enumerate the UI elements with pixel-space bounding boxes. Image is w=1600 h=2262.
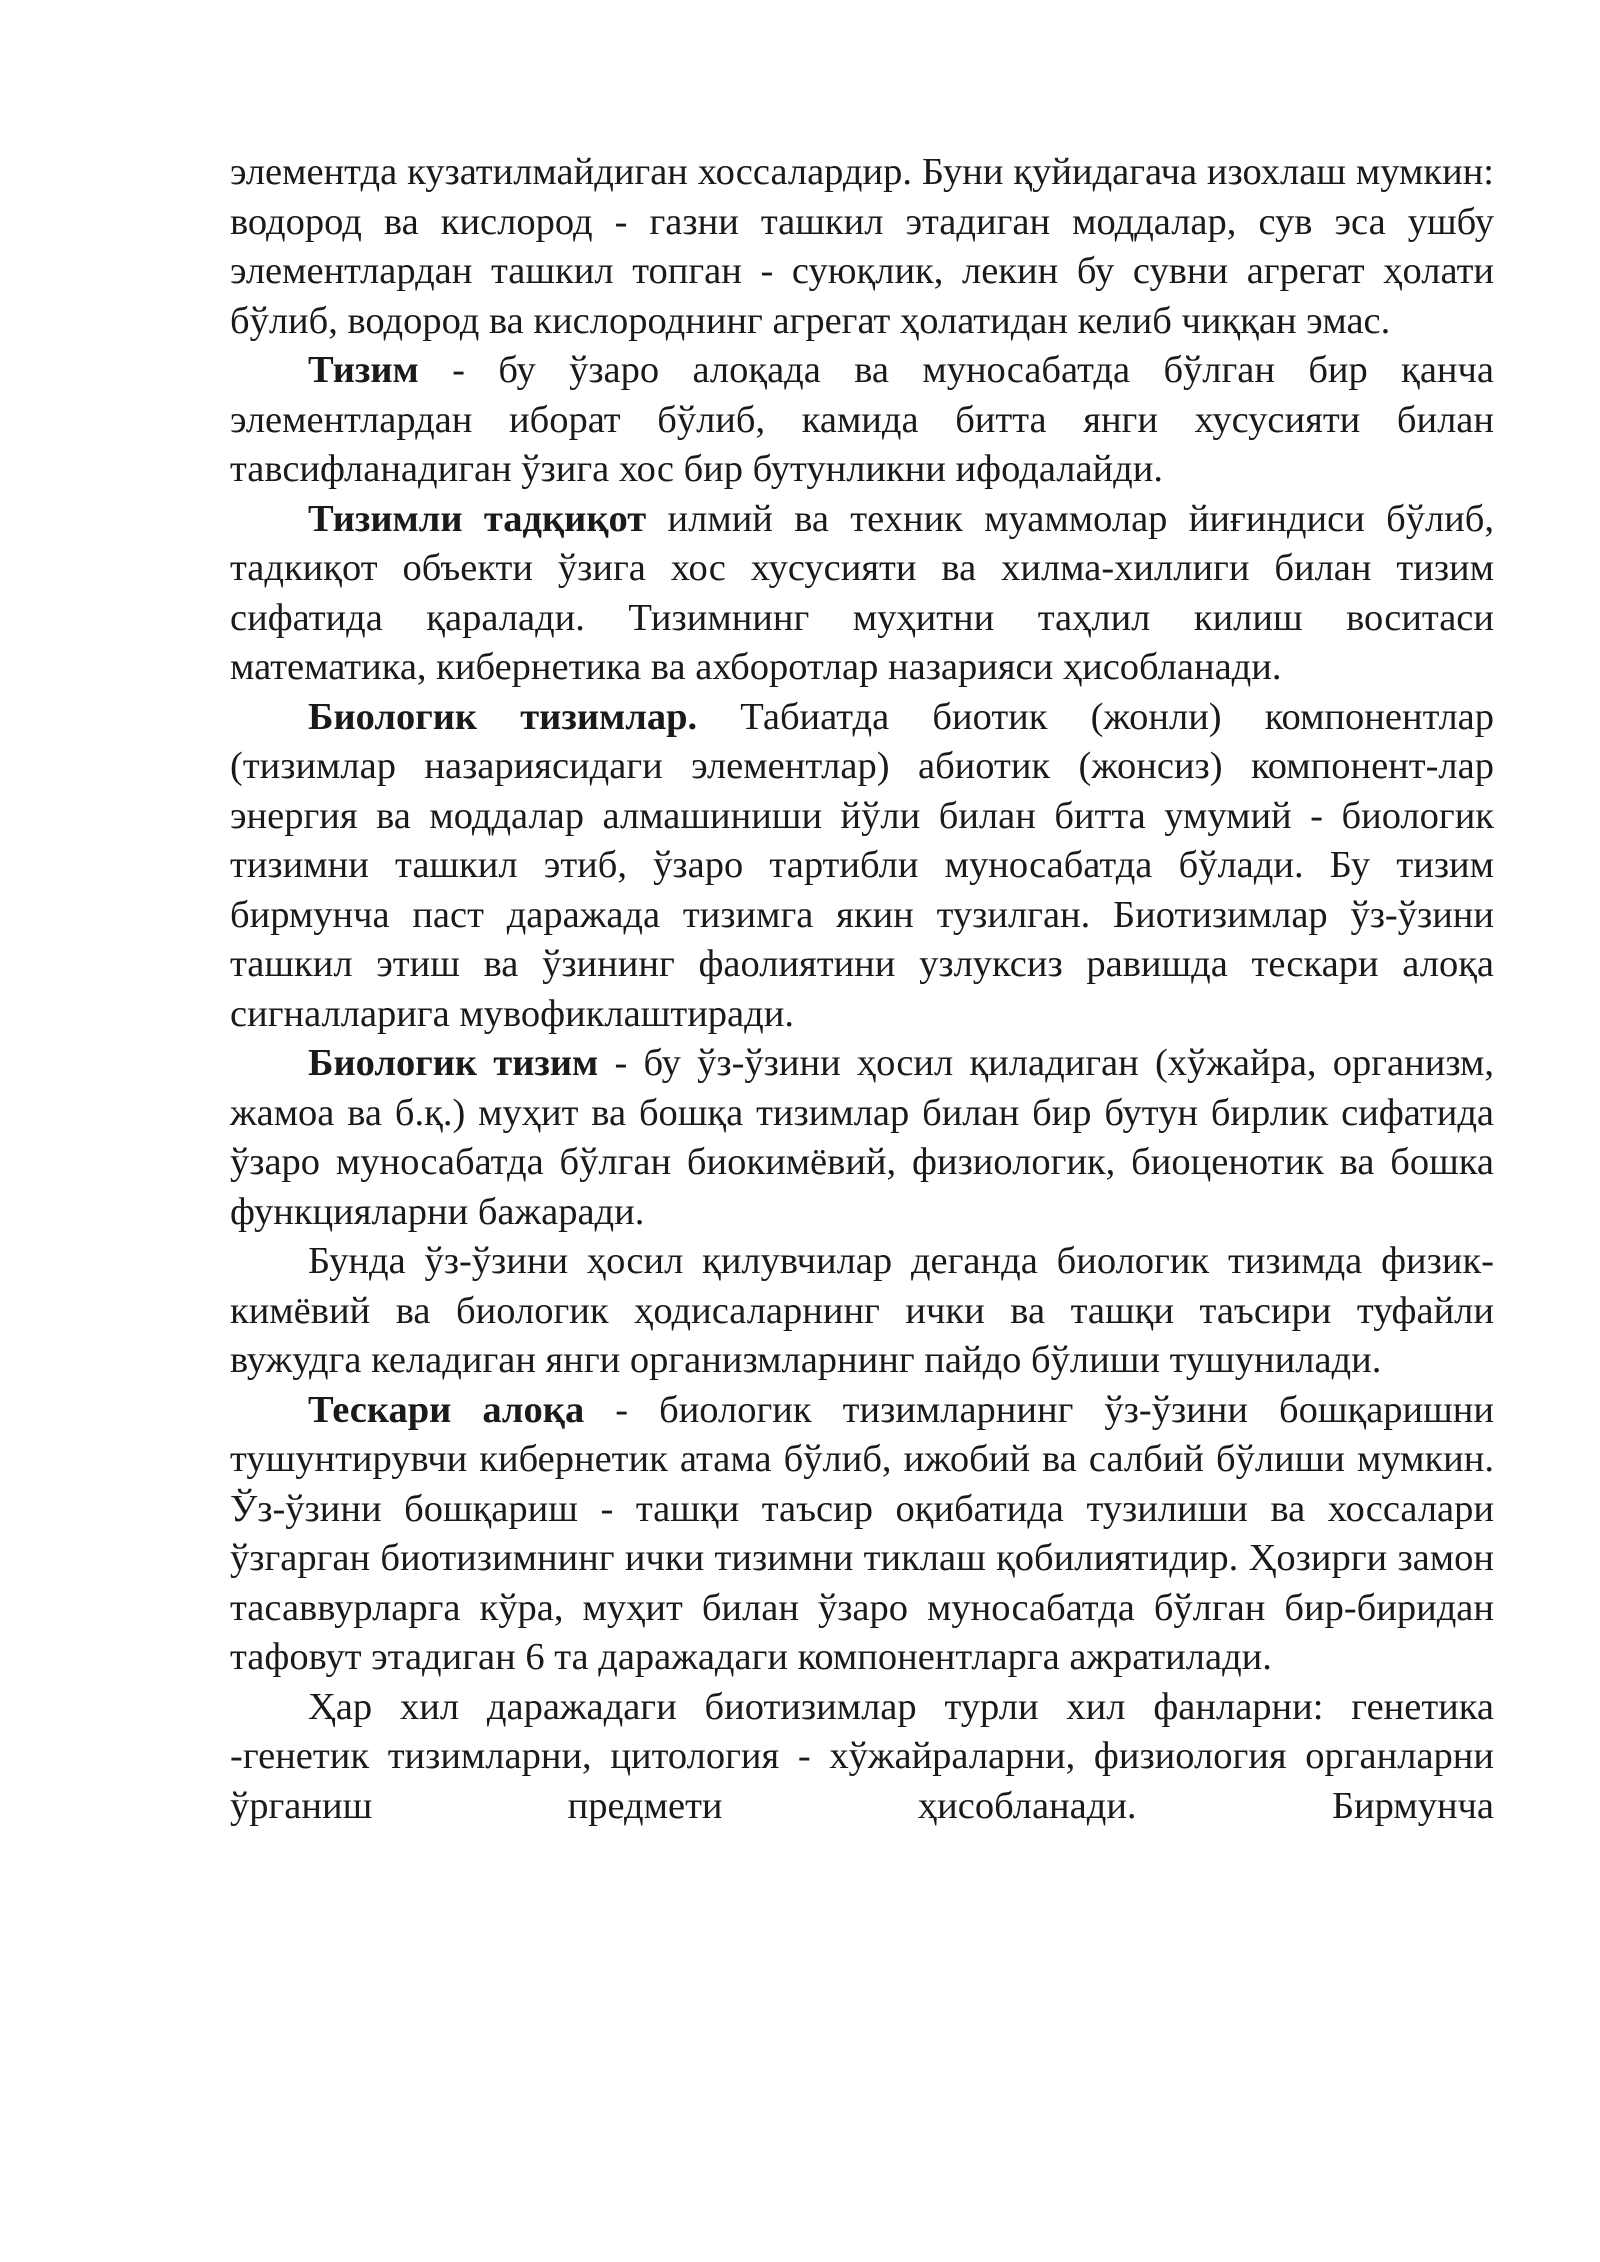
paragraph-levels <box>230 1683 1494 1832</box>
paragraph-text: Бунда ўз-ўзини ҳосил қилувчилар деганда биологик тизимда физик-кимёвий ва биологик ҳодисаларнинг ички ва ташқи таъсири туфайли вужудга келадиган янги организмларнинг пайдо бўлиши тушунилади. <box>230 1240 1494 1381</box>
paragraph-text: Табиатда биотик (жонли) компонентлар (тизимлар назариясидаги элементлар) абиотик (жонсиз) компонент-лар энергия ва моддалар алмашиниши йўли билан битта умумий - биологик тизимни ташкил этиб, ўзаро тартибли муносабатда бўлади. Бу тизим бирмунча паст даражада тизимга якин тузилган. Биотизимлар ўз-ўзини ташкил этиш ва ўзининг фаолиятини узлуксиз равишда тескари алоқа сигналларига мувофиклаштиради. <box>230 695 1495 1035</box>
paragraph-system-research <box>230 495 1494 693</box>
paragraph-text: Ҳар хил даражадаги биотизимлар турли хил фанларни: генетика -генетик тизимларни, цитология - хўжайраларни, физиология органларни ўрганиш предмети ҳисобланади. Бирмунча <box>230 1685 1494 1827</box>
term-heading: Биологик тизим <box>308 1042 599 1084</box>
paragraph-text: - бу ўз-ўзини ҳосил қиладиган (хўжайра, организм, жамоа ва б.қ.) муҳит ва бошқа тизимлар билан бир бутун бирлик сифатида ўзаро муносабатда бўлган биокимёвий, физиологик, биоценотик ва бошка функцияларни бажаради. <box>230 1042 1494 1233</box>
term-heading: Биологик тизимлар. <box>308 695 698 738</box>
paragraph-text: илмий ва техник муаммолар йиғиндиси бўлиб, тадкиқот объекти ўзига хос хусусияти ва хилма-хиллиги билан тизим сифатида қаралади. Тизимнинг муҳитни таҳлил килиш воситаси математика, кибернетика ва ахборотлар назарияси ҳисобланади. <box>230 497 1495 688</box>
paragraph-intro <box>230 148 1494 346</box>
paragraph-text: элементда кузатилмайдиган хоссалардир. Буни қуйидагача изохлаш мумкин: водород ва кислород - газни ташкил этадиган моддалар, сув эса ушбу элементлардан ташкил топган - суюқлик, лекин бу сувни агрегат ҳолати бўлиб, водород ва кислороднинг агрегат ҳолатидан келиб чиққан эмас. <box>230 151 1494 342</box>
paragraph-self-producing <box>230 1237 1494 1386</box>
paragraph-biological-systems <box>230 693 1494 1040</box>
paragraph-biological-system <box>230 1039 1494 1237</box>
term-heading: Тескари алоқа <box>308 1388 585 1431</box>
document-page <box>230 148 1494 1831</box>
paragraph-system-definition <box>230 346 1494 495</box>
term-heading: Тизимли тадқиқот <box>308 497 647 540</box>
paragraph-text: - бу ўзаро алоқада ва муносабатда бўлган бир қанча элементлардан иборат бўлиб, камида битта янги хусусияти билан тавсифланадиган ўзига хос бир бутунликни ифодалайди. <box>230 349 1494 490</box>
term-heading: Тизим <box>308 349 419 391</box>
paragraph-text: - биологик тизимларнинг ўз-ўзини бошқаришни тушунтирувчи кибернетик атама бўлиб, ижобий ва салбий бўлиши мумкин. Ўз-ўзини бошқариш - ташқи таъсир оқибатида тузилиши ва хоссалари ўзгарган биотизимнинг ички тизимни тиклаш қобилиятидир. Ҳозирги замон тасаввурларга кўра, муҳит билан ўзаро муносабатда бўлган бир-биридан тафовут этадиган 6 та даражадаги компонентларга ажратилади. <box>230 1388 1494 1678</box>
paragraph-feedback <box>230 1386 1494 1683</box>
